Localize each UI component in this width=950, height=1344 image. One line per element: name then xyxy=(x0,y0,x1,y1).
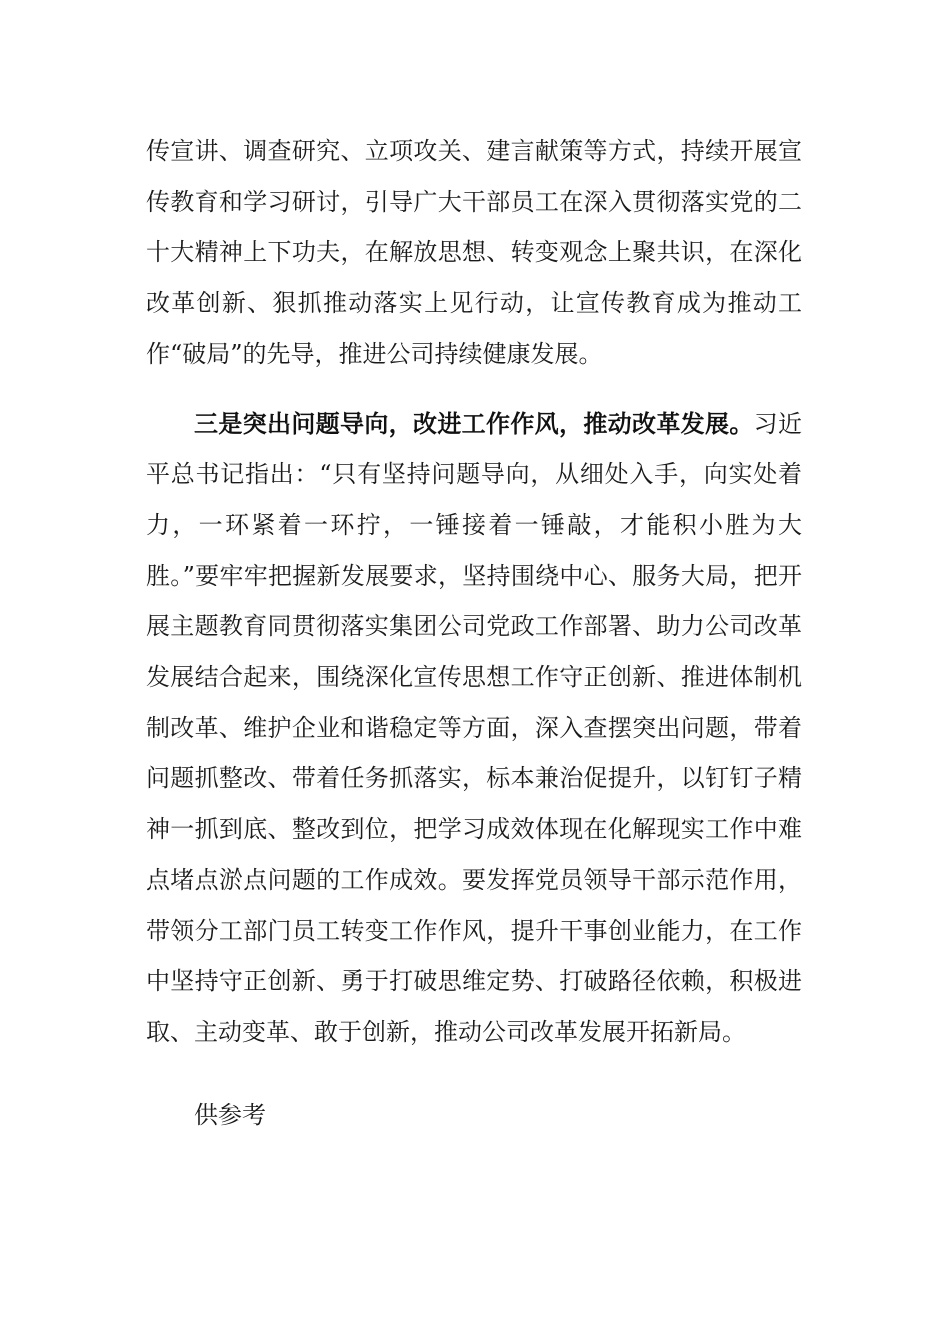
paragraph-continued: 传宣讲、调查研究、立项攻关、建言献策等方式，持续开展宣传教育和学习研讨，引导广大干部员工在深入贯彻落实党的二十大精神上下功夫，在解放思想、转变观念上聚共识，在深化改革创新、狠抓推动落实上见行动，让宣传教育成为推动工作“破局”的先导，推进公司持续健康发展。 xyxy=(146,137,802,368)
section-3-heading: 三是突出问题导向，改进工作作风，推动改革发展。 xyxy=(194,408,754,438)
closing-note: 供参考 xyxy=(194,1100,266,1129)
section-3-body: 习近平总书记指出：“只有坚持问题导向，从细处入手，向实处着力，一环紧着一环拧，一锤接着一锤敲，才能积小胜为大胜。”要牢牢把握新发展要求，坚持围绕中心、服务大局，把开展主题教育同贯彻落实集团公司党政工作部署、助力公司改革发展结合起来，围绕深化宣传思想工作守正创新、推进体制机制改革、维护企业和谐稳定等方面，深入查摆突出问题，带着问题抓整改、带着任务抓落实，标本兼治促提升，以钉钉子精神一抓到底、整改到位，把学习成效体现在化解现实工作中难点堵点淤点问题的工作成效。要发挥党员领导干部示范作用，带领分工部门员工转变工作作风，提升干事创业能力，在工作中坚持守正创新、勇于打破思维定势、打破路径依赖，积极进取、主动变革、敢于创新，推动公司改革发展开拓新局。 xyxy=(146,409,803,1046)
paragraph-section-3 xyxy=(146,399,802,1058)
document-body xyxy=(146,126,802,1140)
